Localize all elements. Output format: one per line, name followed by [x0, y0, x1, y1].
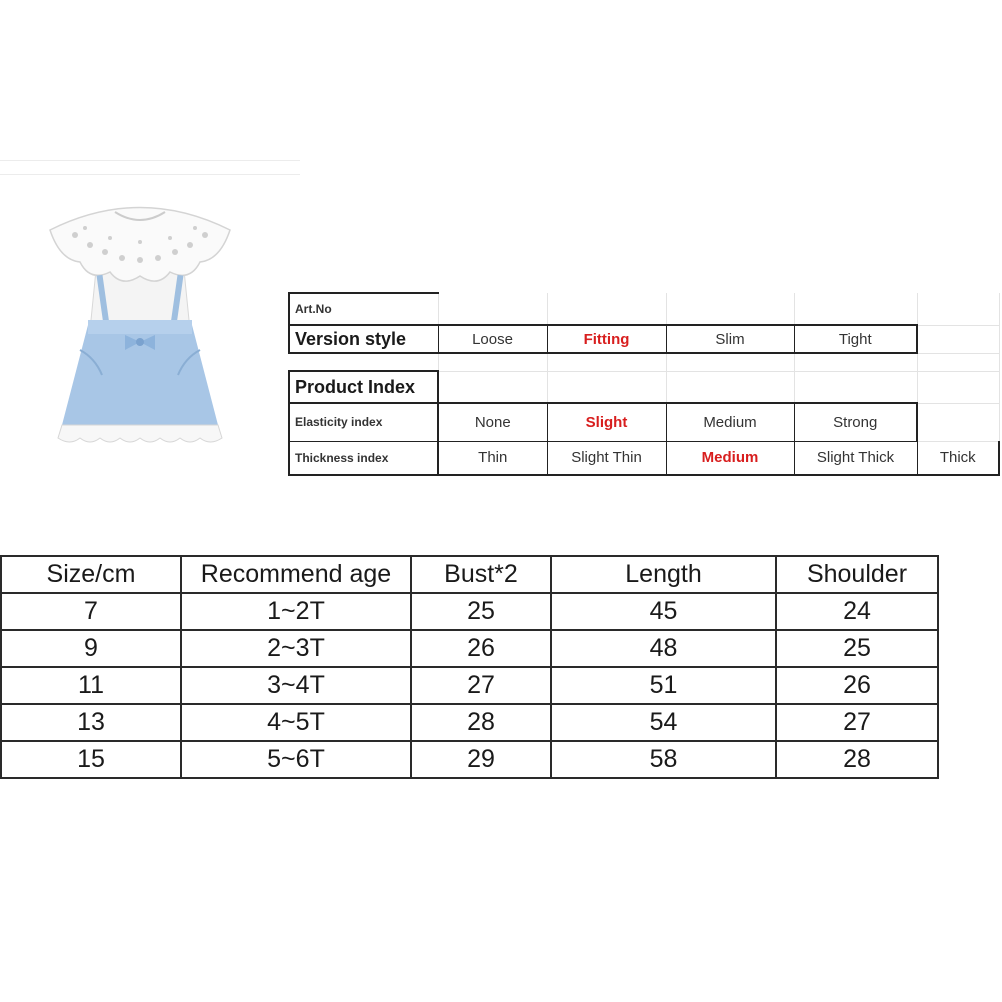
elasticity-option: Strong: [794, 403, 917, 441]
empty-cell: [794, 293, 917, 325]
bust-cell: 25: [411, 593, 551, 630]
product-image: [40, 190, 240, 460]
elasticity-option-selected: Slight: [547, 403, 666, 441]
bust-cell: 27: [411, 667, 551, 704]
shoulder-cell: 26: [776, 667, 938, 704]
empty-cell: [666, 293, 794, 325]
bust-cell: 26: [411, 630, 551, 667]
empty-cell: [547, 353, 666, 371]
empty-cell: [438, 353, 547, 371]
thickness-option-selected: Medium: [666, 441, 794, 475]
column-header: Recommend age: [181, 556, 411, 593]
shoulder-cell: 27: [776, 704, 938, 741]
shoulder-cell: 25: [776, 630, 938, 667]
empty-cell: [438, 371, 547, 403]
bust-cell: 28: [411, 704, 551, 741]
shoulder-cell: 24: [776, 593, 938, 630]
spec-table: [288, 292, 1000, 476]
table-row: [1, 667, 938, 704]
size-cell: 9: [1, 630, 181, 667]
thickness-option: Thick: [917, 441, 999, 475]
art-no-label: Art.No: [289, 293, 438, 325]
divider-line: [0, 160, 300, 161]
empty-cell: [917, 353, 999, 371]
column-header: Shoulder: [776, 556, 938, 593]
empty-cell: [917, 403, 999, 441]
empty-cell: [547, 371, 666, 403]
size-cell: 7: [1, 593, 181, 630]
empty-cell: [289, 353, 438, 371]
empty-cell: [917, 371, 999, 403]
empty-cell: [666, 353, 794, 371]
empty-cell: [547, 293, 666, 325]
version-style-label: Version style: [289, 325, 438, 353]
column-header: Bust*2: [411, 556, 551, 593]
elasticity-option: None: [438, 403, 547, 441]
empty-cell: [438, 293, 547, 325]
table-row: [1, 741, 938, 778]
empty-cell: [917, 293, 999, 325]
thickness-label: Thickness index: [289, 441, 438, 475]
version-option-selected: Fitting: [547, 325, 666, 353]
empty-cell: [666, 371, 794, 403]
version-option: Tight: [794, 325, 917, 353]
bust-cell: 29: [411, 741, 551, 778]
divider-line: [0, 174, 300, 175]
age-cell: 1~2T: [181, 593, 411, 630]
size-chart-table: [0, 555, 939, 779]
length-cell: 48: [551, 630, 776, 667]
table-row: [1, 593, 938, 630]
thickness-option: Slight Thin: [547, 441, 666, 475]
size-cell: 11: [1, 667, 181, 704]
age-cell: 5~6T: [181, 741, 411, 778]
length-cell: 45: [551, 593, 776, 630]
product-index-label: Product Index: [289, 371, 438, 403]
age-cell: 3~4T: [181, 667, 411, 704]
length-cell: 51: [551, 667, 776, 704]
age-cell: 2~3T: [181, 630, 411, 667]
empty-cell: [794, 371, 917, 403]
column-header: Length: [551, 556, 776, 593]
thickness-option: Thin: [438, 441, 547, 475]
length-cell: 58: [551, 741, 776, 778]
age-cell: 4~5T: [181, 704, 411, 741]
length-cell: 54: [551, 704, 776, 741]
thickness-option: Slight Thick: [794, 441, 917, 475]
table-row: [1, 704, 938, 741]
shoulder-cell: 28: [776, 741, 938, 778]
empty-cell: [917, 325, 999, 353]
version-option: Loose: [438, 325, 547, 353]
empty-cell: [794, 353, 917, 371]
column-header: Size/cm: [1, 556, 181, 593]
version-option: Slim: [666, 325, 794, 353]
size-cell: 15: [1, 741, 181, 778]
table-row: [1, 630, 938, 667]
elasticity-label: Elasticity index: [289, 403, 438, 441]
elasticity-option: Medium: [666, 403, 794, 441]
size-cell: 13: [1, 704, 181, 741]
